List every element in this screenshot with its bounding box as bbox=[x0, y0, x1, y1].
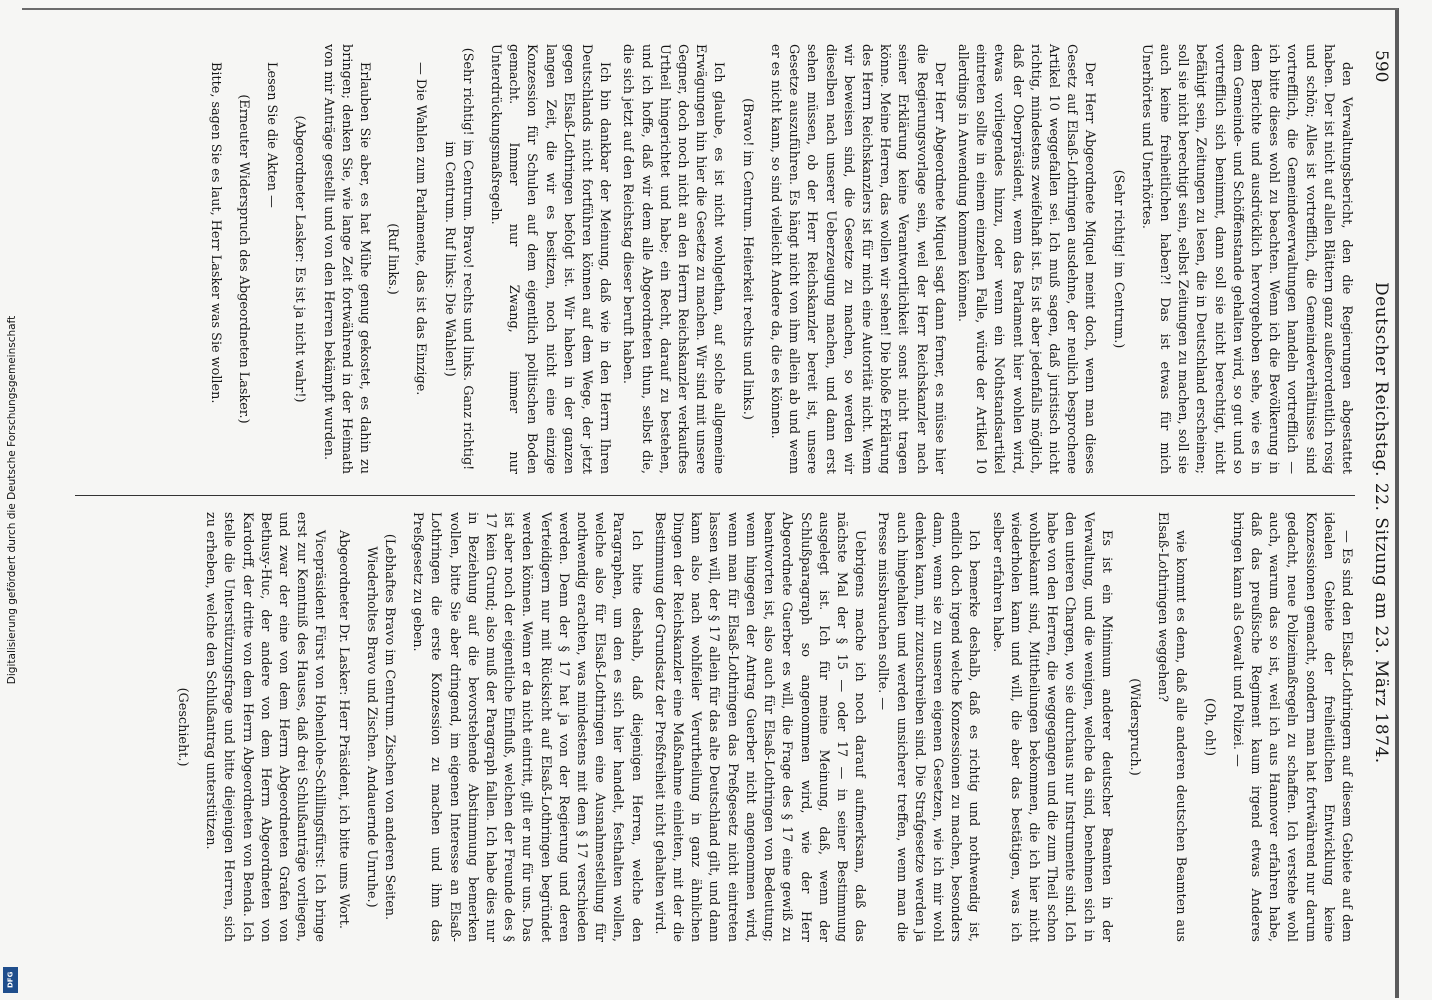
stage-direction: (Sehr richtig! im Centrum. Bravo! rechts und links. Ganz richtig! im Centrum. Ruf links: Die Wahlen!) bbox=[441, 47, 475, 471]
stage-direction: (Erneuter Widerspruch des Abgeordneten Lasker.) bbox=[236, 94, 252, 424]
stage-direction: (Widerspruch.) bbox=[1126, 678, 1142, 776]
paragraph: Der Herr Abgeordnete Miquel meint doch, wenn man dieses Gesetz auf Elsaß-Lothringen ausdehne, der neulich besprochene Artikel 10 weggefallen sei. Ich muß sagen, daß juristisch nicht richtig, mindestens zweifelhaft ist. Es ist aber jedenfalls möglich, daß der Oberpräsident, wenn das Parlament hier wohlen wird, etwas vorliegendes hinzu, oder wenn ein Nothstandsartikel eintreten sollte in einem einzelnen Falle, würde der Artikel 10 allerdings in Anwendung kommen können. bbox=[954, 44, 1098, 474]
digitization-note bbox=[0, 0, 22, 1000]
paragraph: Ich glaube, es ist nicht wohlgethan, auf solche allgemeine Erwägungen hin hier die Gesetze zu machen. Wir sind mit unsere Gegner, doch noch nicht an den Herrn Reichskanzler verkauftes Urtheil hingerichtet und habe; ein Recht, darauf zu bestehen, und ich hoffe, daß wir dem alle Abgeordneten thun, selbst die, die sich jetzt auf den Reichstag dieser beruft haben. bbox=[620, 44, 727, 474]
rotated-newspaper-page bbox=[55, 42, 1395, 947]
paragraph: Bitte, sagen Sie es laut, Herr Lasker was Sie wollen. bbox=[207, 62, 223, 404]
paragraph: — Es sind den Elsaß-Lothringern auf diesem Gebiete auf dem idealen Gebiete der freiheitlichen Entwicklung keine Konzessionen gemacht, sondern man hat fortwährend nur darum gedacht, neue Polizeimaßregeln zu schaffen. Ich verstehe wohl auch, warum das so ist, weil ich aus Hannover erfahren habe, daß das preußische Regiment kaum irgend etwas Anderes bringen kann als Gewalt und Polizei. — bbox=[1229, 512, 1354, 942]
paragraph: Ich bemerke deshalb, daß es richtig und nothwendig ist, endlich doch irgend welche Konzessionen zu machen, besonders dann, wenn sie zu unseren eigenen Gesetzen, wie ich mir wohl denken kann, mir zuzuschreiben sind. Die Strafgesetze werden ja auch hingehalten und werden unsicherer treffen, wenn man die Presse missbrauchen sollte. — bbox=[875, 512, 982, 942]
text-columns bbox=[55, 42, 1355, 947]
column-divider bbox=[75, 495, 1355, 496]
stage-direction: (Abgeordneter Lasker: Es ist ja nicht wahr!) bbox=[292, 115, 308, 403]
page-title: Deutscher Reichstag. 22. Sitzung am 23. März 1874. bbox=[1371, 282, 1391, 764]
paragraph: Uebrigens mache ich noch darauf aufmerksam, daß das nächste Mal der § 15 — oder 17 — in seiner Bestimmung ausgelegt ist. Ich für meine Meinung, daß, wenn der Schlußparagraph so angenommen wird, wie der Herr Abgeordnete Guerber es will, die Frage des § 17 eine gewiß zu beantworten ist, also auch für Elsaß-Lothringen von Bedeutung; wenn hingegen der Antrag Guerber nicht angenommen wird, wenn man für Elsaß-Lothringen das Preßgesetz nicht eintreten lassen will, der § 17 allein für das alte Deutschland gilt, und dann kann also nach wohlfeiler Verurtheilung in ganz ähnlichen Dingen der Reichskanzler eine Maßnahme einleiten, mit der die Bestimmung der Grundsatz der Preßfreiheit nicht gehalten wird. bbox=[651, 512, 868, 942]
stage-direction: (Sehr richtig! im Centrum.) bbox=[1110, 169, 1126, 349]
stage-direction: (Geschieht.) bbox=[175, 687, 191, 767]
paragraph: wie kommt es denn, daß alle anderen deutschen Beamten aus Elsaß-Lothringen weggehen? bbox=[1155, 512, 1189, 942]
paragraph: Es ist ein Minimum anderer deutscher Beamten in der Verwaltung, und die wenigen, welche da sind, benehmen sich in den unteren Chargen, wo sie durchaus nur Instrumente sind. Ich habe von den Herren, die weggegangen und die zum Theil schon wohlbekannt sind, Mittheilungen bekommen, die ich hier nicht wiederholen kann und will, die aber das bestätigen, was ich selber erfahren habe. bbox=[989, 512, 1114, 942]
left-column bbox=[55, 44, 1355, 474]
stage-direction: (Lebhaftes Bravo im Centrum. Zischen von anderen Seiten. Wiederholtes Bravo und Zischen. Andauernde Unruhe.) bbox=[363, 533, 398, 921]
stage-direction: (Ruf links.) bbox=[385, 223, 401, 295]
page-edge-right bbox=[1395, 8, 1399, 998]
stage-direction: (Oh, oh!) bbox=[1201, 698, 1217, 756]
paragraph: — Die Wahlen zum Parlamente, das ist das Einzige. bbox=[413, 62, 429, 396]
paragraph: Ich bitte deshalb, daß diejenigen Herren, welche den Paragraphen, um den es sich hier handelt, festhalten wollen, welche also für Elsaß-Lothringen eine Ausnahmestellung für nothwendig erachten, was mindestens mit dem § 17 verschieden werden. Denn der § 17 hat ja von der Regierung und deren Verteidigern nur mit Rücksicht auf Elsaß-Lothringen begründet werden können. Wenn er da nicht eintritt, gilt er nur für uns. Das ist aber noch der eigentliche Einfluß, welchen der Freunde des § 17 kein Grund; also muß der Paragraph fallen. Ich habe dies nur in Beziehung auf die bevorstehende Abstimmung bemerken wollen, bitte Sie aber dringend, im eigenen Interesse an Elsaß-Lothringen die erste Konzession zu machen und ihm das Preßgesetz zu geben. bbox=[410, 512, 644, 942]
paragraph: Vicepräsident Fürst von Hohenlohe-Schillingsfürst: Ich bringe erst zur Kenntniß des Hauses, daß drei Schlußanträge vorliegen, und zwar der eine von dem Herrn Abgeordneten Grafen von Bethusy-Huc, der andere von dem Herrn Abgeordneten von Kardorff, der dritte von dem Herrn Abgeordneten von Benda. Ich stelle die Unterstützungsfrage und bitte diejenigen Herren, sich zu erheben, welche den Schlußantrag unterstützen. bbox=[203, 512, 328, 942]
paragraph: den Verwaltungsbericht, den die Regierungen abgestattet haben. Der ist nicht auf allen Blättern ganz außerordentlich rosig und schön; Alles ist vortrefflich, die Gemeindeverhältnisse sind vortrefflich, die Gemeindeverwaltungen handeln vortrefflich — ich bitte dieses wohl zu beachten. Wenn ich die Bevölkerung in dem Berichte und ausdrücklich hervorgehoben sehe, wie es in dem Gemeinde- und Schöffenstande gehalten wird, so gut und so vortrefflich sich benimmt, dann soll sie nicht berechtigt, nicht befähigt sein, Zeitungen zu lesen, die in Deutschland erscheinen; soll sie nicht berechtigt sein, selbst Zeitungen zu machen, soll sie auch keine freiheitlichen haben?! Das ist etwas für mich Unerhörtes und Unerhörtes. bbox=[1138, 44, 1354, 474]
stage-direction: (Bravo! im Centrum. Heiterkeit rechts und links.) bbox=[739, 98, 755, 420]
right-column bbox=[55, 512, 1355, 942]
page-edge-top bbox=[22, 8, 1398, 10]
paragraph: Erlauben Sie aber, es hat Mühe genug gekostet, es dahin zu bringen; denken Sie, wie lange Zeit fortwährend in der Heimath von mir Anträge gestellt und von den Herren bekämpft wurden. bbox=[320, 44, 373, 474]
dfg-logo: DFG bbox=[3, 967, 18, 993]
digitization-note-text: Digitalisierung gefördert durch die Deutsche Forschungsgemeinschaft bbox=[6, 315, 18, 685]
paragraph: Abgeordneter Dr. Lasker: Herr Präsident, ich bitte ums Wort. bbox=[335, 530, 351, 929]
paragraph: Lesen Sie die Akten — bbox=[264, 62, 280, 208]
page-number: 590 bbox=[1371, 50, 1391, 83]
paragraph: Ich bin dankbar der Meinung, daß wie in den Herrn Ihren Deutschlands nicht fortführen können auf dem Wege, der jetzt gegen Elsaß-Lothringen befolgt ist. Wir haben in der ganzen langen Zeit, die wir es besitzen, noch nicht eine einzige Konzession für Schulen auf dem eigentlich politischen Boden gemacht. Immer nur Zwang, immer nur Unterdrückungsmaßregeln. bbox=[488, 44, 613, 474]
page-header bbox=[1363, 42, 1395, 947]
paragraph: Der Herr Abgeordnete Miquel sagt dann ferner, es müsse hier die Regierungsvorlage sein, weil der Herr Reichskanzler nach seiner Erklärung keine Verantwortlichkeit sonst nicht tragen könne. Meine Herren, das wollen wir sehen! Die bloße Erklärung des Herrn Reichskanzlers ist für mich eine Autorität nicht. Wenn wir beweisen sind, die Gesetze zu machen, so werden wir dieselben nach unserer Ueberzeugung machen, und dann erst sehen müssen, ob der Herr Reichskanzler bereit ist, unsere Gesetze auszuführen. Es hängt nicht von ihm allein ab und wenn er es nicht kann, so sind vielleicht Andere da, die es können. bbox=[767, 44, 947, 474]
